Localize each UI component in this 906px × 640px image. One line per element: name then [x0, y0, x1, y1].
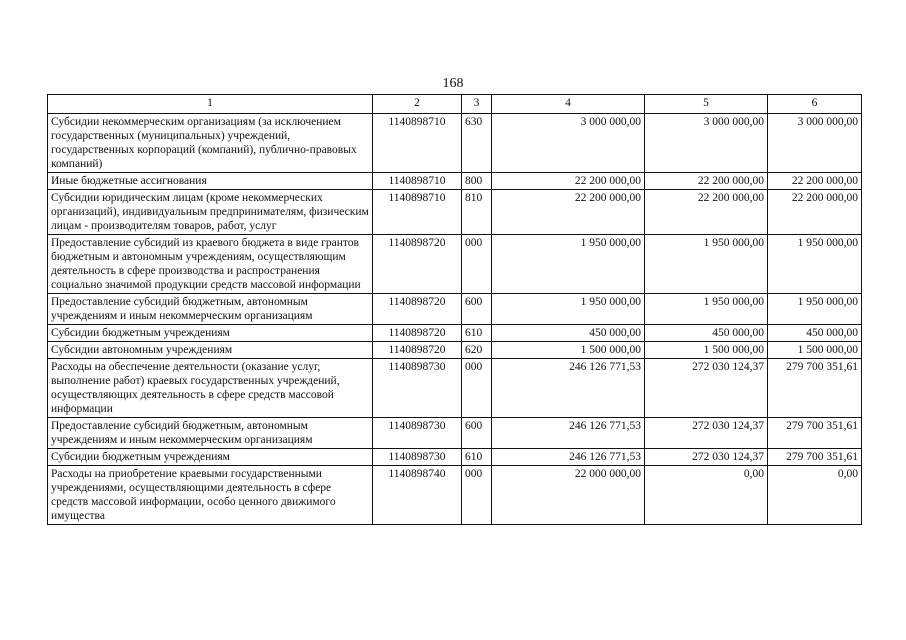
row-amount-2: 272 030 124,37 [645, 359, 768, 418]
row-amount-3: 0,00 [768, 466, 862, 525]
row-amount-1: 1 500 000,00 [492, 342, 645, 359]
row-amount-3: 1 500 000,00 [768, 342, 862, 359]
row-name: Субсидии автономным учреждениям [48, 342, 373, 359]
row-name: Субсидии некоммерческим организациям (за исключением государственных (муниципальных) учреждений, государственных корпораций (компаний), публично-правовых компаний) [48, 114, 373, 173]
row-amount-2: 272 030 124,37 [645, 418, 768, 449]
budget-table [47, 94, 862, 525]
row-code: 1140898720 [373, 342, 462, 359]
table-row [48, 235, 862, 294]
row-kind: 800 [462, 173, 492, 190]
table-header [48, 95, 862, 114]
header-col-1: 1 [48, 95, 373, 114]
row-amount-1: 1 950 000,00 [492, 235, 645, 294]
row-amount-3: 279 700 351,61 [768, 359, 862, 418]
row-code: 1140898720 [373, 294, 462, 325]
row-code: 1140898710 [373, 190, 462, 235]
row-name: Субсидии бюджетным учреждениям [48, 449, 373, 466]
row-amount-3: 1 950 000,00 [768, 294, 862, 325]
table-row [48, 190, 862, 235]
header-col-6: 6 [768, 95, 862, 114]
row-amount-1: 246 126 771,53 [492, 449, 645, 466]
page-number: 168 [442, 76, 464, 91]
row-name: Расходы на обеспечение деятельности (оказание услуг, выполнение работ) краевых государственных учреждений, осуществляющих деятельность в сфере средств массовой информации [48, 359, 373, 418]
row-amount-3: 1 950 000,00 [768, 235, 862, 294]
row-amount-1: 246 126 771,53 [492, 418, 645, 449]
row-name: Предоставление субсидий из краевого бюджета в виде грантов бюджетным и автономным учреждениям, осуществляющим деятельность в сфере производства и распространения социально значимой продукции средств массовой информации [48, 235, 373, 294]
row-amount-2: 22 200 000,00 [645, 190, 768, 235]
row-kind: 600 [462, 418, 492, 449]
row-name: Иные бюджетные ассигнования [48, 173, 373, 190]
table-row [48, 342, 862, 359]
row-amount-2: 0,00 [645, 466, 768, 525]
row-code: 1140898710 [373, 114, 462, 173]
row-kind: 000 [462, 466, 492, 525]
row-code: 1140898730 [373, 449, 462, 466]
table-row [48, 359, 862, 418]
row-amount-3: 22 200 000,00 [768, 173, 862, 190]
header-row [48, 95, 862, 114]
row-amount-2: 450 000,00 [645, 325, 768, 342]
row-amount-1: 246 126 771,53 [492, 359, 645, 418]
row-kind: 000 [462, 359, 492, 418]
row-amount-2: 1 950 000,00 [645, 235, 768, 294]
row-amount-3: 450 000,00 [768, 325, 862, 342]
header-col-2: 2 [373, 95, 462, 114]
row-name: Предоставление субсидий бюджетным, автономным учреждениям и иным некоммерческим организациям [48, 294, 373, 325]
header-col-5: 5 [645, 95, 768, 114]
row-kind: 810 [462, 190, 492, 235]
row-kind: 600 [462, 294, 492, 325]
table-row [48, 173, 862, 190]
row-amount-2: 1 950 000,00 [645, 294, 768, 325]
row-code: 1140898740 [373, 466, 462, 525]
row-amount-3: 22 200 000,00 [768, 190, 862, 235]
row-kind: 000 [462, 235, 492, 294]
table-row [48, 325, 862, 342]
header-col-3: 3 [462, 95, 492, 114]
row-amount-2: 22 200 000,00 [645, 173, 768, 190]
row-amount-1: 1 950 000,00 [492, 294, 645, 325]
row-name: Субсидии бюджетным учреждениям [48, 325, 373, 342]
row-amount-1: 3 000 000,00 [492, 114, 645, 173]
header-col-4: 4 [492, 95, 645, 114]
row-code: 1140898730 [373, 359, 462, 418]
row-code: 1140898720 [373, 325, 462, 342]
row-name: Субсидии юридическим лицам (кроме некоммерческих организаций), индивидуальным предпринимателям, физическим лицам - производителям товаров, работ, услуг [48, 190, 373, 235]
table-body [48, 114, 862, 525]
row-amount-3: 279 700 351,61 [768, 418, 862, 449]
row-kind: 610 [462, 449, 492, 466]
row-amount-2: 1 500 000,00 [645, 342, 768, 359]
row-kind: 620 [462, 342, 492, 359]
row-code: 1140898730 [373, 418, 462, 449]
table-row [48, 294, 862, 325]
row-kind: 630 [462, 114, 492, 173]
row-amount-2: 3 000 000,00 [645, 114, 768, 173]
row-name: Предоставление субсидий бюджетным, автономным учреждениям и иным некоммерческим организациям [48, 418, 373, 449]
row-amount-1: 22 200 000,00 [492, 190, 645, 235]
row-name: Расходы на приобретение краевыми государственными учреждениями, осуществляющими деятельность в сфере средств массовой информации, особо ценного движимого имущества [48, 466, 373, 525]
row-amount-1: 22 000 000,00 [492, 466, 645, 525]
table-row [48, 418, 862, 449]
table-row [48, 114, 862, 173]
row-amount-3: 279 700 351,61 [768, 449, 862, 466]
row-code: 1140898720 [373, 235, 462, 294]
row-amount-3: 3 000 000,00 [768, 114, 862, 173]
table-row [48, 466, 862, 525]
row-amount-2: 272 030 124,37 [645, 449, 768, 466]
row-code: 1140898710 [373, 173, 462, 190]
row-amount-1: 22 200 000,00 [492, 173, 645, 190]
table-row [48, 449, 862, 466]
row-kind: 610 [462, 325, 492, 342]
row-amount-1: 450 000,00 [492, 325, 645, 342]
